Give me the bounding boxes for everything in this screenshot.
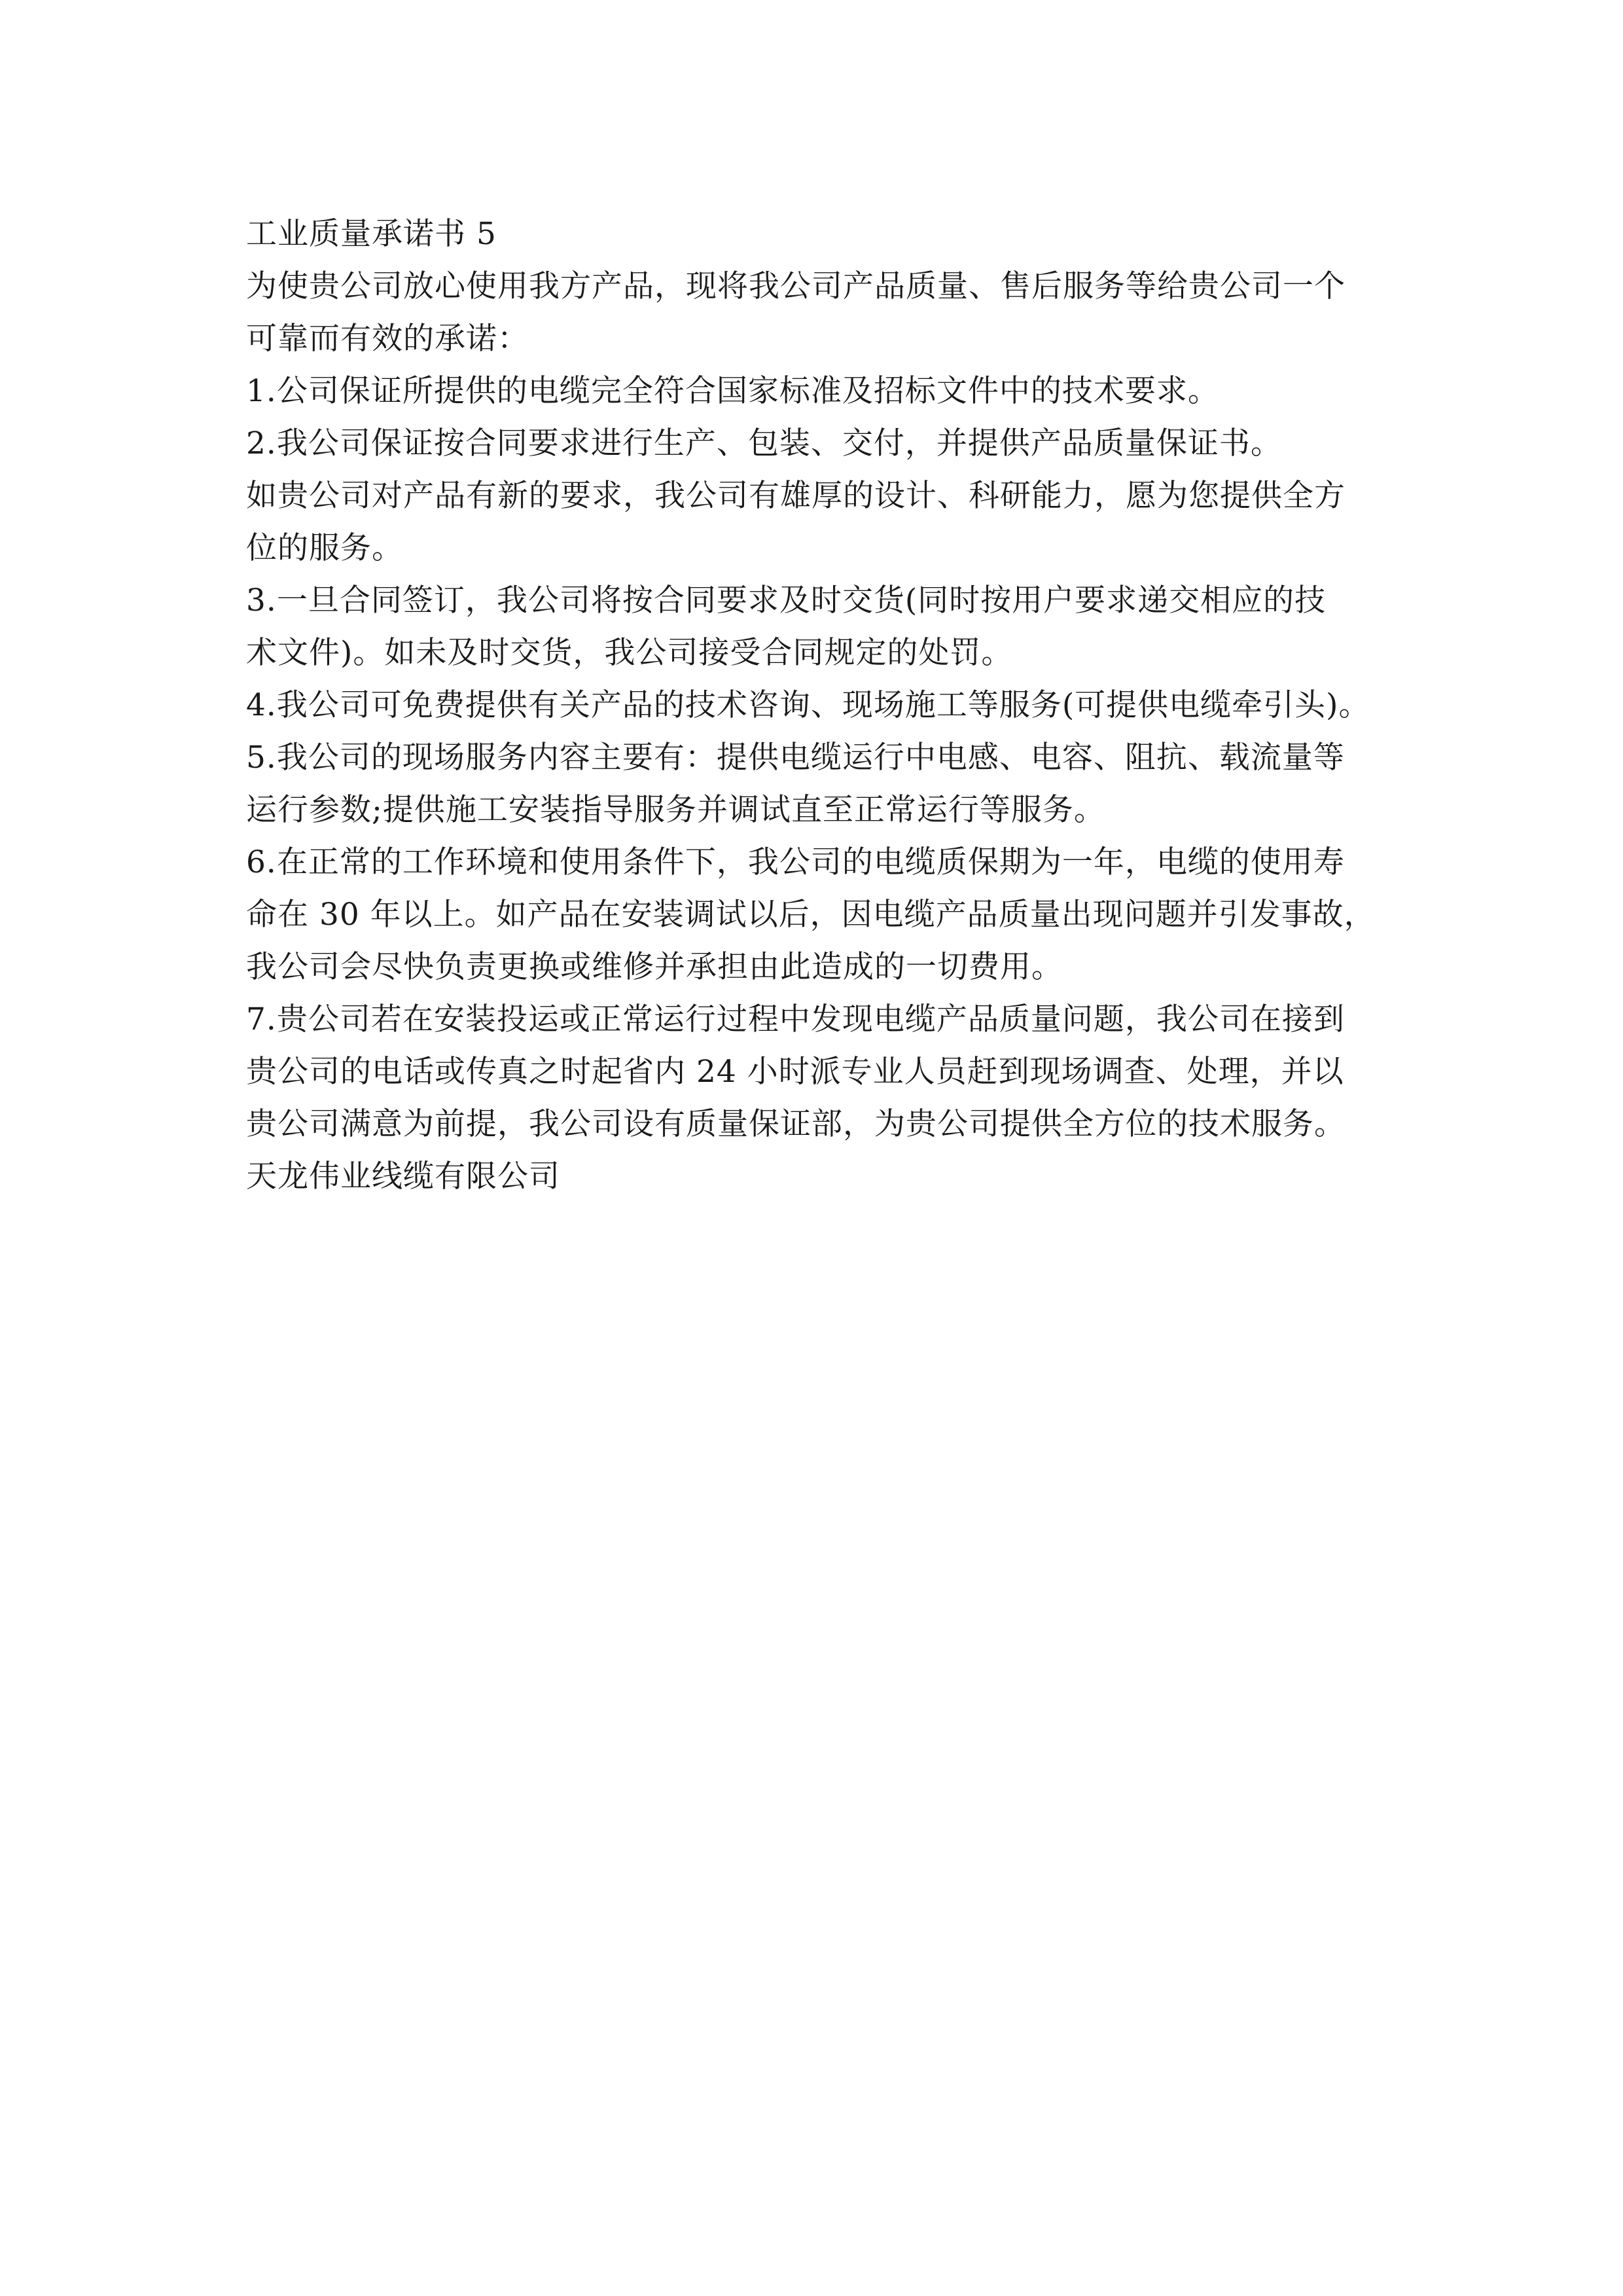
paragraph-line: 3.一旦合同签订，我公司将按合同要求及时交货(同时按用户要求递交相应的技 [246, 583, 1327, 619]
paragraph-line: 位的服务。 [246, 530, 403, 566]
document-body [246, 208, 1424, 1203]
document-title: 工业质量承诺书 5 [246, 216, 497, 252]
paragraph-line: 1.公司保证所提供的电缆完全符合国家标准及招标文件中的技术要求。 [246, 373, 1219, 409]
paragraph-line: 为使贵公司放心使用我方产品，现将我公司产品质量、售后服务等给贵公司一个 [246, 268, 1346, 304]
paragraph-line: 5.我公司的现场服务内容主要有：提供电缆运行中电感、电容、阻抗、载流量等 [246, 740, 1345, 776]
paragraph-line: 如贵公司对产品有新的要求，我公司有雄厚的设计、科研能力，愿为您提供全方 [246, 478, 1346, 514]
paragraph-line: 运行参数;提供施工安装指导服务并调试直至正常运行等服务。 [246, 792, 1105, 828]
paragraph-line: 6.在正常的工作环境和使用条件下，我公司的电缆质保期为一年，电缆的使用寿 [246, 844, 1345, 880]
paragraph-line: 术文件)。如未及时交货，我公司接受合同规定的处罚。 [246, 635, 1013, 671]
paragraph-line: 命在 30 年以上。如产品在安装调试以后，因电缆产品质量出现问题并引发事故， [246, 897, 1376, 933]
paragraph-line: 2.我公司保证按合同要求进行生产、包装、交付，并提供产品质量保证书。 [246, 425, 1282, 461]
paragraph-line: 可靠而有效的承诺： [246, 321, 529, 357]
paragraph-line: 我公司会尽快负责更换或维修并承担由此造成的一切费用。 [246, 949, 1063, 985]
paragraph-line: 贵公司满意为前提，我公司设有质量保证部，为贵公司提供全方位的技术服务。 [246, 1106, 1346, 1142]
paragraph-line: 7.贵公司若在安装投运或正常运行过程中发现电缆产品质量问题，我公司在接到 [246, 1001, 1345, 1037]
company-signature: 天龙伟业线缆有限公司 [246, 1158, 560, 1194]
paragraph-line: 4.我公司可免费提供有关产品的技术咨询、现场施工等服务(可提供电缆牵引头)。 [246, 687, 1370, 723]
paragraph-line: 贵公司的电话或传真之时起省内 24 小时派专业人员赶到现场调查、处理，并以 [246, 1054, 1344, 1090]
